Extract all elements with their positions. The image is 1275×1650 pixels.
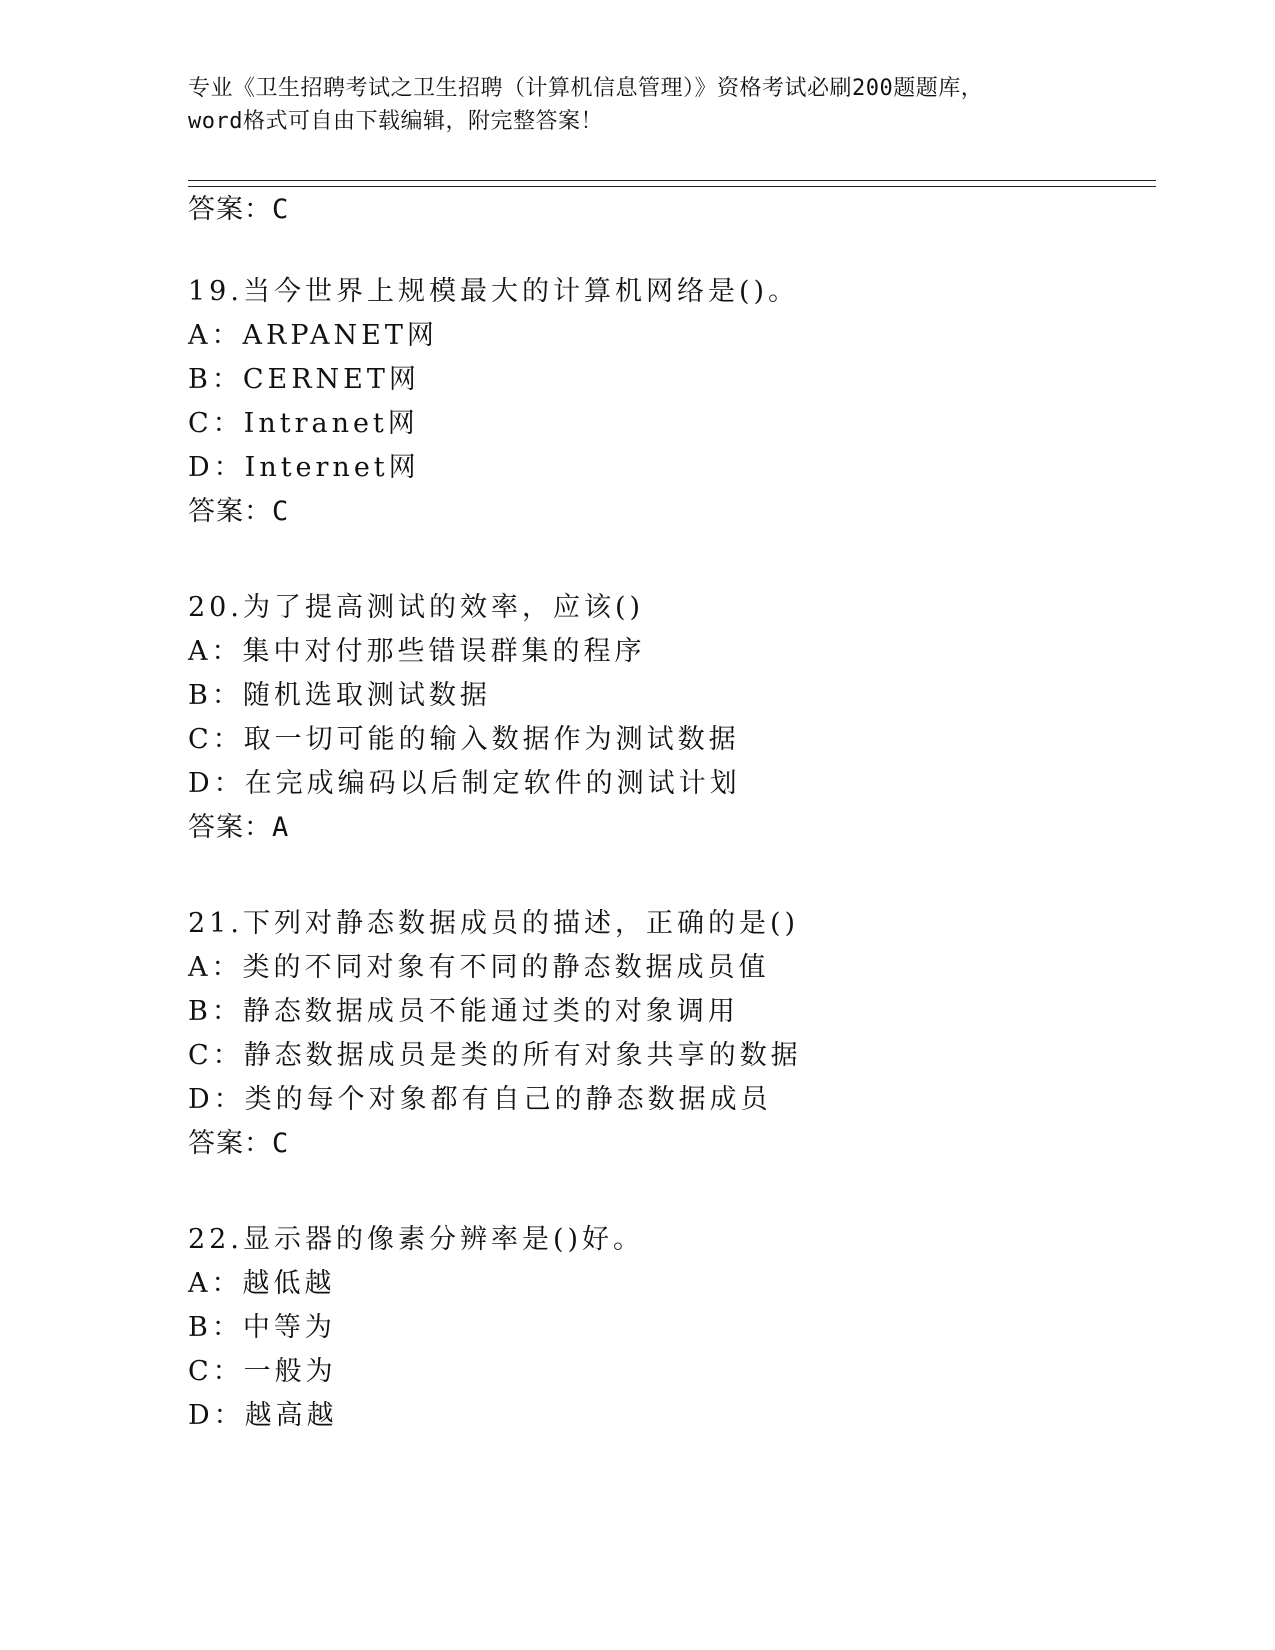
header-line-1: 专业《卫生招聘考试之卫生招聘（计算机信息管理）》资格考试必刷200题题库， — [188, 76, 984, 101]
answer-line: 答案：C — [188, 496, 290, 527]
option-a: A：越低越 — [188, 1268, 336, 1299]
header-line-2: word格式可自由下载编辑，附完整答案！ — [188, 109, 603, 134]
question-stem: 22.显示器的像素分辨率是()好。 — [188, 1224, 645, 1255]
option-c: C：Intranet网 — [188, 408, 419, 439]
option-d: D：Internet网 — [188, 452, 420, 483]
answer-line: 答案：A — [188, 812, 290, 843]
option-d: D：在完成编码以后制定软件的测试计划 — [188, 768, 741, 799]
option-a: A：集中对付那些错误群集的程序 — [188, 636, 646, 667]
option-c: C：取一切可能的输入数据作为测试数据 — [188, 724, 740, 755]
option-d: D：越高越 — [188, 1400, 338, 1431]
answer-line: 答案：C — [188, 1128, 290, 1159]
option-a: A：类的不同对象有不同的静态数据成员值 — [188, 952, 770, 983]
answer-line: 答案：C — [188, 194, 290, 225]
question-stem: 21.下列对静态数据成员的描述，正确的是() — [188, 908, 800, 939]
document-header — [188, 72, 1088, 138]
option-c: C：静态数据成员是类的所有对象共享的数据 — [188, 1040, 802, 1071]
option-c: C：一般为 — [188, 1356, 337, 1387]
question-stem: 20.为了提高测试的效率，应该() — [188, 592, 645, 623]
question-stem: 19.当今世界上规模最大的计算机网络是()。 — [188, 276, 800, 307]
option-b: B：CERNET网 — [188, 364, 420, 395]
header-divider — [188, 180, 1156, 181]
option-b: B：随机选取测试数据 — [188, 680, 491, 711]
option-d: D：类的每个对象都有自己的静态数据成员 — [188, 1084, 772, 1115]
option-b: B：中等为 — [188, 1312, 336, 1343]
option-b: B：静态数据成员不能通过类的对象调用 — [188, 996, 739, 1027]
option-a: A：ARPANET网 — [188, 320, 438, 351]
header-divider-double — [188, 186, 1156, 187]
